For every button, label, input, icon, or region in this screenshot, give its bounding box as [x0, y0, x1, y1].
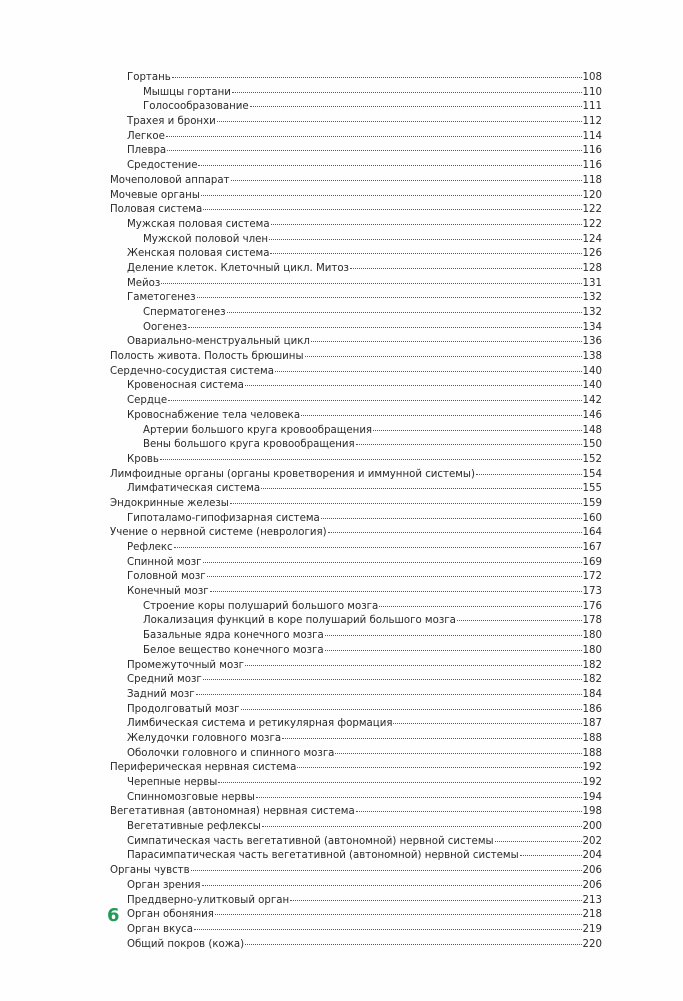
- toc-entry-page-number: 169: [582, 556, 602, 568]
- toc-entry[interactable]: [110, 218, 602, 233]
- toc-entry[interactable]: [110, 673, 602, 688]
- toc-entry[interactable]: [110, 835, 602, 850]
- dot-leader: [325, 650, 582, 651]
- toc-entry-title: Легкое: [127, 130, 165, 142]
- toc-entry-title: Рефлекс: [127, 542, 173, 553]
- dot-leader: [256, 797, 582, 798]
- toc-entry-title: Овариально-менструальный цикл: [127, 336, 310, 348]
- toc-entry-page-number: 132: [582, 292, 602, 304]
- toc-entry-title: Промежуточный мозг: [127, 659, 244, 671]
- toc-entry[interactable]: [110, 291, 602, 306]
- toc-entry[interactable]: [110, 159, 602, 174]
- toc-entry-page-number: 131: [582, 277, 602, 289]
- toc-entry-page-number: 120: [582, 189, 602, 201]
- toc-entry-title: Женская половая система: [127, 248, 270, 260]
- dot-leader: [476, 474, 582, 475]
- toc-entry-title: Периферическая нервная система: [110, 762, 297, 774]
- dot-leader: [166, 136, 582, 137]
- toc-entry-page-number: 138: [582, 351, 602, 363]
- toc-entry-page-number: 204: [582, 850, 602, 862]
- toc-entry[interactable]: [110, 306, 602, 321]
- dot-leader: [217, 121, 582, 122]
- toc-entry[interactable]: [110, 879, 602, 894]
- dot-leader: [373, 430, 581, 431]
- dot-leader: [210, 591, 582, 592]
- toc-entry[interactable]: [110, 541, 602, 556]
- dot-leader: [230, 503, 582, 504]
- toc-entry-title: Конечный мозг: [127, 586, 209, 598]
- toc-entry-title: Желудочки головного мозга: [127, 732, 282, 744]
- dot-leader: [495, 841, 582, 842]
- toc-entry[interactable]: [110, 100, 602, 115]
- toc-entry-title: Лимбическая система и ретикулярная формация: [127, 718, 393, 730]
- toc-entry[interactable]: [110, 556, 602, 571]
- toc-entry[interactable]: [110, 468, 602, 483]
- toc-entry-page-number: 192: [582, 777, 602, 788]
- dot-leader: [188, 327, 581, 328]
- toc-entry[interactable]: [110, 233, 602, 248]
- toc-entry-page-number: 146: [582, 409, 602, 421]
- dot-leader: [393, 723, 581, 724]
- toc-entry-page-number: 172: [582, 571, 602, 583]
- toc-entry-page-number: 154: [582, 468, 602, 480]
- toc-entry[interactable]: [110, 938, 602, 953]
- toc-entry-page-number: 188: [582, 747, 602, 759]
- dot-leader: [161, 283, 581, 284]
- toc-entry-page-number: 206: [582, 865, 602, 877]
- toc-entry[interactable]: [110, 820, 602, 835]
- toc-entry-page-number: 176: [582, 600, 602, 612]
- toc-entry-page-number: 182: [582, 659, 602, 671]
- toc-entry[interactable]: [110, 409, 602, 424]
- dot-leader: [174, 547, 582, 548]
- dot-leader: [261, 488, 581, 489]
- dot-leader: [197, 297, 582, 298]
- toc-entry-title: Артерии большого круга кровообращения: [143, 424, 373, 436]
- toc-entry-title: Гипоталамо-гипофизарная система: [127, 512, 320, 524]
- toc-entry[interactable]: [110, 908, 602, 923]
- toc-entry[interactable]: [110, 688, 602, 703]
- toc-entry-page-number: 188: [582, 732, 602, 744]
- toc-entry[interactable]: [110, 497, 602, 512]
- toc-entry[interactable]: [110, 791, 602, 806]
- toc-entry[interactable]: [110, 629, 602, 644]
- dot-leader: [203, 209, 581, 210]
- dot-leader: [269, 239, 582, 240]
- toc-entry[interactable]: [110, 71, 602, 86]
- toc-entry[interactable]: [110, 526, 602, 541]
- dot-leader: [457, 620, 582, 621]
- toc-entry-title: Сердце: [127, 395, 168, 407]
- dot-leader: [356, 444, 582, 445]
- toc-entry-title: Гаметогенез: [127, 292, 196, 304]
- toc-entry-title: Орган вкуса: [127, 923, 194, 935]
- toc-entry-page-number: 198: [582, 806, 602, 818]
- toc-entry-title: Учение о нервной системе (неврология): [110, 527, 327, 539]
- toc-entry-title: Мейоз: [127, 277, 161, 289]
- toc-entry-page-number: 159: [582, 497, 602, 509]
- dot-leader: [321, 518, 582, 519]
- toc-entry-page-number: 200: [582, 821, 602, 833]
- dot-leader: [202, 885, 582, 886]
- toc-entry-page-number: 150: [582, 439, 602, 451]
- toc-entry[interactable]: [110, 482, 602, 497]
- toc-entry-page-number: 136: [582, 336, 602, 348]
- toc-entry-title: Голосообразование: [143, 101, 249, 113]
- toc-entry[interactable]: [110, 438, 602, 453]
- toc-entry-page-number: 186: [582, 703, 602, 715]
- toc-entry[interactable]: [110, 923, 602, 938]
- toc-entry-page-number: 116: [582, 145, 602, 157]
- dot-leader: [172, 77, 582, 78]
- dot-leader: [191, 870, 582, 871]
- toc-entry-page-number: 194: [582, 791, 602, 803]
- toc-entry-page-number: 118: [582, 174, 602, 186]
- toc-entry-title: Кровеносная система: [127, 380, 244, 392]
- dot-leader: [275, 371, 582, 372]
- toc-entry[interactable]: [110, 115, 602, 130]
- toc-entry-page-number: 173: [582, 586, 602, 598]
- dot-leader: [297, 767, 581, 768]
- toc-entry-title: Мужской половой член: [143, 233, 269, 245]
- toc-entry-page-number: 184: [582, 688, 602, 700]
- toc-entry-title: Парасимпатическая часть вегетативной (автономной) нервной системы: [127, 850, 519, 862]
- dot-leader: [271, 224, 582, 225]
- dot-leader: [520, 855, 582, 856]
- toc-entry-title: Продолговатый мозг: [127, 703, 240, 715]
- toc-entry-page-number: 155: [582, 483, 602, 495]
- toc-entry-title: Мужская половая система: [127, 218, 270, 230]
- toc-entry[interactable]: [110, 644, 602, 659]
- toc-entry-title: Гортань: [127, 72, 171, 83]
- toc-entry[interactable]: [110, 86, 602, 101]
- toc-entry[interactable]: [110, 174, 602, 189]
- dot-leader: [207, 576, 582, 577]
- toc-entry-page-number: 114: [582, 130, 602, 142]
- toc-entry-title: Орган зрения: [127, 879, 201, 891]
- toc-entry[interactable]: [110, 717, 602, 732]
- toc-entry[interactable]: [110, 350, 602, 365]
- dot-leader: [203, 562, 582, 563]
- toc-entry-title: Мочевые органы: [110, 189, 200, 201]
- dot-leader: [305, 356, 582, 357]
- dot-leader: [227, 312, 582, 313]
- toc-entry-title: Вегетативная (автономная) нервная система: [110, 806, 355, 818]
- toc-entry-page-number: 167: [582, 542, 602, 553]
- toc-entry-page-number: 182: [582, 674, 602, 686]
- toc-entry-page-number: 220: [582, 938, 602, 950]
- dot-leader: [245, 385, 582, 386]
- dot-leader: [218, 782, 581, 783]
- toc-entry-title: Половая система: [110, 204, 203, 216]
- toc-entry[interactable]: [110, 130, 602, 145]
- toc-entry[interactable]: [110, 379, 602, 394]
- toc-entry-title: Кровь: [127, 453, 159, 465]
- toc-entry-page-number: 180: [582, 630, 602, 642]
- toc-entry-page-number: 187: [582, 718, 602, 730]
- dot-leader: [245, 665, 582, 666]
- toc-entry[interactable]: [110, 703, 602, 718]
- toc-entry[interactable]: [110, 894, 602, 909]
- toc-entry-page-number: 142: [582, 395, 602, 407]
- toc-entry-page-number: 122: [582, 204, 602, 216]
- toc-entry-page-number: 122: [582, 218, 602, 230]
- toc-entry[interactable]: [110, 321, 602, 336]
- dot-leader: [203, 679, 582, 680]
- toc-entry[interactable]: [110, 732, 602, 747]
- dot-leader: [290, 900, 581, 901]
- toc-entry-title: Плевра: [127, 145, 167, 157]
- toc-entry-page-number: 111: [582, 101, 602, 113]
- dot-leader: [350, 268, 582, 269]
- toc-entry-title: Оболочки головного и спинного мозга: [127, 747, 335, 759]
- toc-entry[interactable]: [110, 335, 602, 350]
- dot-leader: [160, 459, 582, 460]
- dot-leader: [196, 694, 582, 695]
- toc-entry[interactable]: [110, 262, 602, 277]
- toc-entry-page-number: 124: [582, 233, 602, 245]
- toc-entry[interactable]: [110, 189, 602, 204]
- toc-entry-title: Мочеполовой аппарат: [110, 174, 230, 186]
- toc-entry-page-number: 140: [582, 365, 602, 377]
- toc-entry-title: Вегетативные рефлексы: [127, 821, 261, 833]
- toc-entry-page-number: 180: [582, 644, 602, 656]
- toc-entry[interactable]: [110, 203, 602, 218]
- toc-entry-page-number: 110: [582, 86, 602, 98]
- toc-entry-title: Преддверно-улитковый орган: [127, 894, 290, 906]
- toc-entry-page-number: 206: [582, 879, 602, 891]
- toc-entry[interactable]: [110, 277, 602, 292]
- toc-entry-title: Вены большого круга кровообращения: [143, 439, 355, 451]
- toc-entry-page-number: 132: [582, 307, 602, 318]
- toc-entry-page-number: 178: [582, 615, 602, 627]
- toc-entry-page-number: 112: [582, 116, 602, 128]
- dot-leader: [325, 635, 582, 636]
- toc-entry-title: Черепные нервы: [127, 777, 218, 788]
- dot-leader: [335, 753, 581, 754]
- toc-entry[interactable]: [110, 585, 602, 600]
- toc-entry-page-number: 134: [582, 321, 602, 333]
- toc-entry-title: Полость живота. Полость брюшины: [110, 351, 304, 363]
- toc-entry[interactable]: [110, 247, 602, 262]
- dot-leader: [379, 606, 581, 607]
- toc-entry-page-number: 116: [582, 160, 602, 172]
- toc-entry-title: Деление клеток. Клеточный цикл. Митоз: [127, 262, 349, 274]
- toc-entry-page-number: 128: [582, 262, 602, 274]
- dot-leader: [311, 341, 582, 342]
- dot-leader: [270, 253, 581, 254]
- toc-entry-title: Строение коры полушарий большого мозга: [143, 600, 379, 612]
- dot-leader: [168, 400, 581, 401]
- dot-leader: [167, 150, 581, 151]
- toc-entry-title: Кровоснабжение тела человека: [127, 409, 301, 421]
- toc-entry[interactable]: [110, 394, 602, 409]
- toc-entry[interactable]: [110, 424, 602, 439]
- toc-entry-page-number: 202: [582, 835, 602, 847]
- toc-entry-title: Базальные ядра конечного мозга: [143, 630, 324, 642]
- toc-entry-page-number: 213: [582, 894, 602, 906]
- toc-entry-title: Белое вещество конечного мозга: [143, 644, 324, 656]
- toc-entry-page-number: 126: [582, 248, 602, 260]
- toc-entry-page-number: 219: [582, 923, 602, 935]
- dot-leader: [231, 180, 582, 181]
- toc-entry[interactable]: [110, 365, 602, 380]
- dot-leader: [215, 914, 582, 915]
- toc-entry-title: Орган обоняния: [127, 909, 214, 921]
- toc-entry-title: Органы чувств: [110, 865, 190, 877]
- dot-leader: [201, 195, 582, 196]
- toc-entry-page-number: 148: [582, 424, 602, 436]
- dot-leader: [245, 944, 581, 945]
- toc-entry[interactable]: [110, 453, 602, 468]
- dot-leader: [282, 738, 581, 739]
- toc-entry-title: Сердечно-сосудистая система: [110, 365, 274, 377]
- toc-entry-title: Трахея и бронхи: [127, 116, 216, 128]
- toc-entry-page-number: 152: [582, 453, 602, 465]
- table-of-contents: [110, 71, 602, 952]
- dot-leader: [241, 709, 582, 710]
- toc-entry-title: Сперматогенез: [143, 307, 226, 318]
- toc-entry[interactable]: [110, 600, 602, 615]
- toc-entry[interactable]: [110, 614, 602, 629]
- toc-entry-title: Спинной мозг: [127, 556, 202, 568]
- dot-leader: [262, 826, 582, 827]
- toc-entry[interactable]: [110, 864, 602, 879]
- dot-leader: [356, 811, 582, 812]
- toc-entry-title: Оогенез: [143, 321, 188, 333]
- toc-entry-title: Лимфатическая система: [127, 483, 261, 495]
- toc-entry-title: Мышцы гортани: [143, 86, 231, 98]
- toc-entry-title: Эндокринные железы: [110, 497, 229, 509]
- toc-entry[interactable]: [110, 805, 602, 820]
- toc-entry-page-number: 192: [582, 762, 602, 774]
- toc-entry-title: Локализация функций в коре полушарий большого мозга: [143, 615, 456, 627]
- toc-entry-title: Средний мозг: [127, 674, 202, 686]
- toc-entry-page-number: 108: [582, 72, 602, 83]
- toc-entry-title: Спинномозговые нервы: [127, 791, 255, 803]
- toc-entry[interactable]: [110, 747, 602, 762]
- toc-entry[interactable]: [110, 512, 602, 527]
- toc-entry-title: Симпатическая часть вегетативной (автономной) нервной системы: [127, 835, 494, 847]
- toc-entry[interactable]: [110, 761, 602, 776]
- toc-entry-title: Головной мозг: [127, 571, 206, 583]
- toc-entry-title: Лимфоидные органы (органы кроветворения и иммунной системы): [110, 468, 475, 480]
- toc-entry[interactable]: [110, 144, 602, 159]
- page-number: 6: [107, 905, 120, 926]
- toc-entry-page-number: 140: [582, 380, 602, 392]
- dot-leader: [301, 415, 581, 416]
- toc-entry-page-number: 218: [582, 909, 602, 921]
- toc-entry[interactable]: [110, 570, 602, 585]
- dot-leader: [232, 92, 582, 93]
- toc-entry-page-number: 164: [582, 527, 602, 539]
- toc-entry-page-number: 160: [582, 512, 602, 524]
- toc-entry-title: Средостение: [127, 160, 198, 172]
- toc-entry-title: Общий покров (кожа): [127, 938, 245, 950]
- dot-leader: [194, 929, 582, 930]
- toc-entry-title: Задний мозг: [127, 688, 195, 700]
- toc-entry[interactable]: [110, 849, 602, 864]
- dot-leader: [198, 165, 581, 166]
- dot-leader: [328, 532, 582, 533]
- toc-entry[interactable]: [110, 659, 602, 674]
- toc-entry[interactable]: [110, 776, 602, 791]
- dot-leader: [250, 106, 582, 107]
